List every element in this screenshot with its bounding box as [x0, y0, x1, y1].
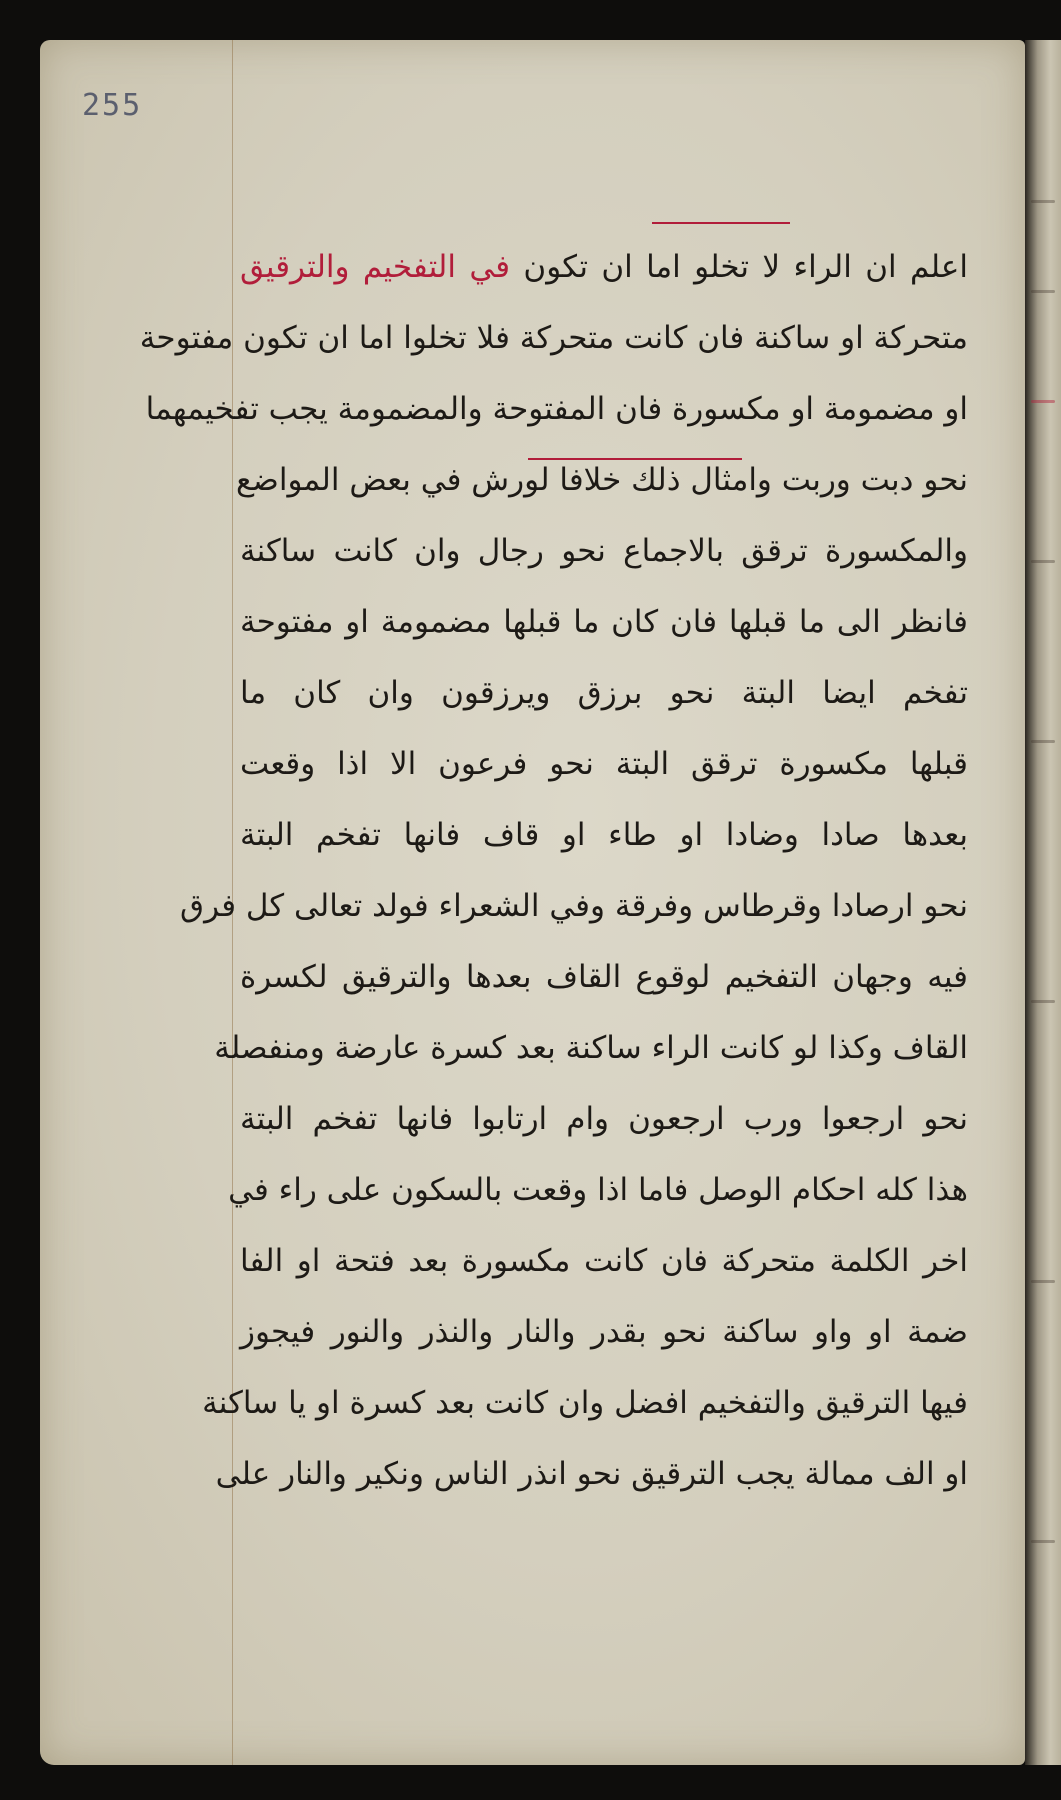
text-line-18: او الف ممالة يجب الترقيق نحو انذر الناس ونكير والنار على	[215, 1456, 968, 1492]
text-line-9: بعدها صادا وضادا او طاء او قاف فانها تفخم البتة	[240, 817, 968, 853]
facing-page-rubric-trace	[1031, 400, 1055, 403]
text-line-3: او مضمومة او مكسورة فان المفتوحة والمضمومة يجب تفخيمهما	[145, 391, 968, 427]
text-line-1	[240, 232, 968, 303]
facing-page-ink-trace	[1031, 200, 1055, 203]
facing-page-ink-trace	[1031, 560, 1055, 563]
text-line-16: ضمة او واو ساكنة نحو بقدر والنار والنذر والنور فيجوز	[240, 1314, 968, 1350]
text-line-7: تفخم ايضا البتة نحو برزق ويرزقون وان كان ما	[240, 675, 968, 711]
text-line-14: هذا كله احكام الوصل فاما اذا وقعت بالسكون على راء في	[228, 1172, 968, 1208]
text-line-17: فيها الترقيق والتفخيم افضل وان كانت بعد كسرة او يا ساكنة	[202, 1385, 968, 1421]
text-line-5: والمكسورة ترقق بالاجماع نحو رجال وان كانت ساكنة	[240, 533, 968, 569]
folio-number: 255	[82, 88, 143, 123]
text-line-2: متحركة او ساكنة فان كانت متحركة فلا تخلوا اما ان تكون مفتوحة	[139, 320, 968, 356]
text-line-6: فانظر الى ما قبلها فان كان ما قبلها مضمومة او مفتوحة	[240, 604, 968, 640]
facing-page-ink-trace	[1031, 290, 1055, 293]
facing-page-ink-trace	[1031, 1540, 1055, 1543]
rubric-overline	[652, 222, 790, 224]
text-line-12: القاف وكذا لو كانت الراء ساكنة بعد كسرة عارضة ومنفصلة	[214, 1030, 968, 1066]
facing-page-ink-trace	[1031, 1000, 1055, 1003]
manuscript-text-block	[139, 232, 968, 1652]
text-line-11: فيه وجهان التفخيم لوقوع القاف بعدها والترقيق لكسرة	[240, 959, 968, 995]
line-1-text: اعلم ان الراء لا تخلو اما ان تكون	[523, 249, 968, 285]
text-line-8: قبلها مكسورة ترقق البتة نحو فرعون الا اذا وقعت	[240, 746, 968, 782]
text-line-13: نحو ارجعوا ورب ارجعون وام ارتابوا فانها تفخم البتة	[240, 1101, 968, 1137]
text-line-15: اخر الكلمة متحركة فان كانت مكسورة بعد فتحة او الفا	[240, 1243, 968, 1279]
section-heading-rubric: في التفخيم والترقيق	[240, 249, 511, 285]
text-line-4: نحو دبت وربت وامثال ذلك خلافا لورش في بعض المواضع	[236, 462, 968, 498]
facing-page-ink-trace	[1031, 740, 1055, 743]
text-line-10: نحو ارصادا وقرطاس وفرقة وفي الشعراء فولد تعالى كل فرق	[180, 888, 968, 924]
facing-page-edge	[1025, 40, 1061, 1765]
facing-page-ink-trace	[1031, 1280, 1055, 1283]
